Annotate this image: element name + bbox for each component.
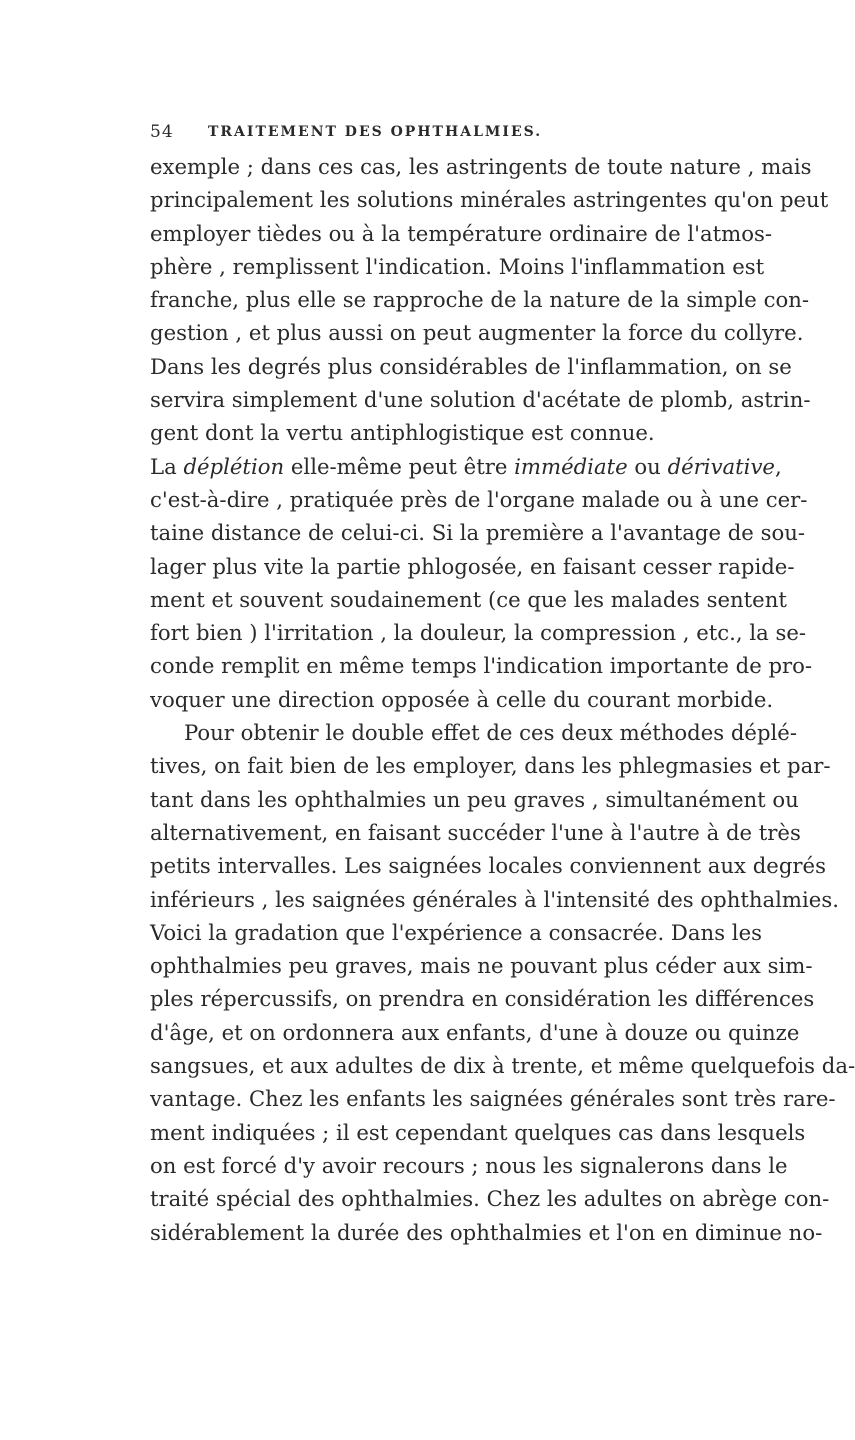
page-number: 54 [150,122,174,142]
text-line: fort bien ) l'irritation , la douleur, la compression , etc., la se- [150,620,807,646]
word: ou [634,453,661,479]
body-text [150,150,855,1249]
text-line: gestion , et plus aussi on peut augmenter la force du collyre. [150,320,804,346]
page-header [150,122,750,150]
italic-term: déplétion [183,453,285,479]
text-line: inférieurs , les saignées générales à l'intensité des ophthalmies. [150,886,839,912]
text-line: exemple ; dans ces cas, les astringents de toute nature , mais [150,154,812,179]
text-line: taine distance de celui-ci. Si la première a l'avantage de sou- [150,520,806,546]
text-line: Pour obtenir le double effet de ces deux méthodes déplé- [184,720,797,746]
text-line: gent dont la vertu antiphlogistique est connue. [150,420,655,446]
text-line: alternativement, en faisant succéder l'une à l'autre à de très [150,819,801,845]
text-line: ment indiquées ; il est cependant quelques cas dans lesquels [150,1119,806,1145]
text-line: vantage. Chez les enfants les saignées générales sont très rare- [150,1086,836,1112]
running-head: TRAITEMENT DES OPHTHALMIES. [208,124,543,140]
punctuation: , [774,453,782,479]
text-line: voquer une direction opposée à celle du courant morbide. [150,686,774,712]
text-line: tant dans les ophthalmies un peu graves , simultanément ou [150,786,799,812]
text-line: franche, plus elle se rapproche de la nature de la simple con- [150,287,810,313]
text-line: servira simplement d'une solution d'acétate de plomb, astrin- [150,387,811,413]
text-line: Voici la gradation que l'expérience a consacrée. Dans les [150,919,762,945]
text-line-with-italics [150,450,782,483]
word: elle-même peut être [290,453,508,479]
text-line: sidérablement la durée des ophthalmies et l'on en diminue no- [150,1219,823,1245]
text-line: traité spécial des ophthalmies. Chez les adultes on abrège con- [150,1186,830,1212]
italic-term: dérivative [667,453,775,479]
text-line: sangsues, et aux adultes de dix à trente, et même quelquefois da- [150,1053,855,1079]
text-line: employer tièdes ou à la température ordinaire de l'atmos- [150,220,772,246]
text-line: ment et souvent soudainement (ce que les malades sentent [150,586,787,612]
text-line: ples répercussifs, on prendra en considération les différences [150,986,815,1012]
italic-term: immédiate [514,453,628,479]
word: La [150,453,177,479]
text-line: conde remplit en même temps l'indication importante de pro- [150,653,813,679]
text-line: principalement les solutions minérales astringentes qu'on peut [150,187,829,213]
text-line: on est forcé d'y avoir recours ; nous les signalerons dans le [150,1152,788,1178]
text-line: c'est-à-dire , pratiquée près de l'organe malade ou à une cer- [150,486,808,512]
text-line: d'âge, et on ordonnera aux enfants, d'une à douze ou quinze [150,1019,800,1045]
text-line: phère , remplissent l'indication. Moins l'inflammation est [150,253,765,279]
text-line: tives, on fait bien de les employer, dans les phlegmasies et par- [150,753,831,779]
text-line: Dans les degrés plus considérables de l'inflammation, on se [150,353,792,379]
text-line: ophthalmies peu graves, mais ne pouvant plus céder aux sim- [150,953,813,979]
text-line: petits intervalles. Les saignées locales conviennent aux degrés [150,853,826,879]
text-line: lager plus vite la partie phlogosée, en faisant cesser rapide- [150,553,795,579]
